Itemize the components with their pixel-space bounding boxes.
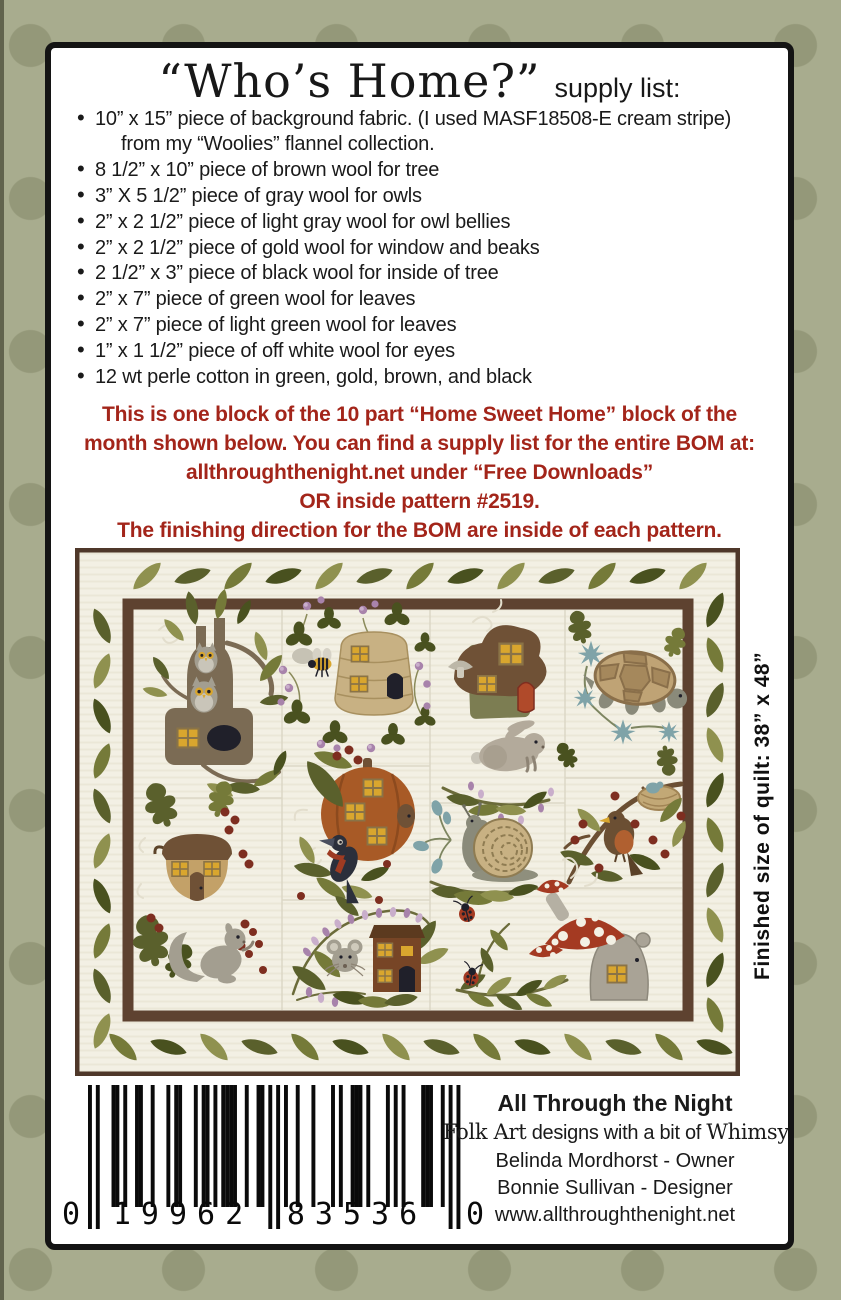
bullet-icon: • xyxy=(77,285,85,311)
bullet-icon: • xyxy=(77,181,85,207)
pattern-back-card xyxy=(45,42,794,1250)
bullet-icon: • xyxy=(77,233,85,259)
bom-note xyxy=(51,400,788,545)
bullet-icon: • xyxy=(77,337,85,363)
pattern-title: “Who’s Home?” xyxy=(158,54,541,108)
header xyxy=(51,54,788,108)
upc-barcode xyxy=(62,1085,502,1245)
bullet-icon: • xyxy=(77,363,85,389)
mouse-house-icon xyxy=(369,925,425,992)
photo-edge-shadow xyxy=(0,0,4,1300)
barcode-digit: 0 xyxy=(62,1197,81,1232)
company-designer: Bonnie Sullivan - Designer xyxy=(497,1177,733,1199)
bullet-icon: • xyxy=(77,259,85,285)
company-tagline: Folk Art designs with a bit of Whimsy xyxy=(443,1120,789,1144)
supply-list-label: supply list: xyxy=(554,73,681,103)
company-name: All Through the Night xyxy=(497,1090,733,1116)
barcode-digit: 0 xyxy=(466,1197,485,1232)
supply-item: • 3” X 5 1/2” piece of gray wool for owls xyxy=(77,181,422,207)
quilt-photo xyxy=(75,548,740,1076)
supply-item: • 2” x 7” piece of green wool for leaves xyxy=(77,285,416,311)
supply-item: • 2” x 2 1/2” piece of gold wool for window and beaks xyxy=(77,233,540,259)
supply-item: • 2” x 7” piece of light green wool for leaves xyxy=(77,311,457,337)
owl-icon xyxy=(195,643,218,674)
supply-list xyxy=(77,106,784,390)
supply-item: • 2 1/2” x 3” piece of black wool for inside of tree xyxy=(77,259,499,285)
bom-line: OR inside pattern #2519. xyxy=(299,490,540,513)
supply-item: • 8 1/2” x 10” piece of brown wool for tree xyxy=(77,155,440,181)
bullet-icon: • xyxy=(77,155,85,181)
bullet-icon: • xyxy=(77,207,85,233)
bom-line: The finishing direction for the BOM are inside of each pattern. xyxy=(117,519,722,542)
supply-item: • 2” x 2 1/2” piece of light gray wool for owl bellies xyxy=(77,207,511,233)
barcode-digit-group: 19962 xyxy=(112,1197,254,1232)
supply-item: • 10” x 15” piece of background fabric. (I used MASF18508-E cream stripe) from my “Woolies” flannel collection. xyxy=(77,105,732,155)
bom-line: This is one block of the 10 part “Home Sweet Home” block of the xyxy=(101,403,738,426)
bom-line: month shown below. You can find a supply list for the entire BOM at: xyxy=(84,432,755,455)
supply-item: • 12 wt perle cotton in green, gold, brown, and black xyxy=(77,363,532,389)
bullet-icon: • xyxy=(77,105,85,130)
finished-size-caption: Finished size of quilt: 38” x 48” xyxy=(751,651,774,981)
barcode-digit-group: 83536 xyxy=(286,1197,428,1232)
company-owner: Belinda Mordhorst - Owner xyxy=(495,1150,735,1172)
company-website: www.allthroughthenight.net xyxy=(494,1204,736,1226)
owl-icon xyxy=(191,676,218,712)
bom-line: allthroughthenight.net under “Free Downloads” xyxy=(186,461,653,484)
bullet-icon: • xyxy=(77,311,85,337)
supply-item: • 1” x 1 1/2” piece of off white wool for eyes xyxy=(77,337,455,363)
company-info xyxy=(443,1088,787,1229)
